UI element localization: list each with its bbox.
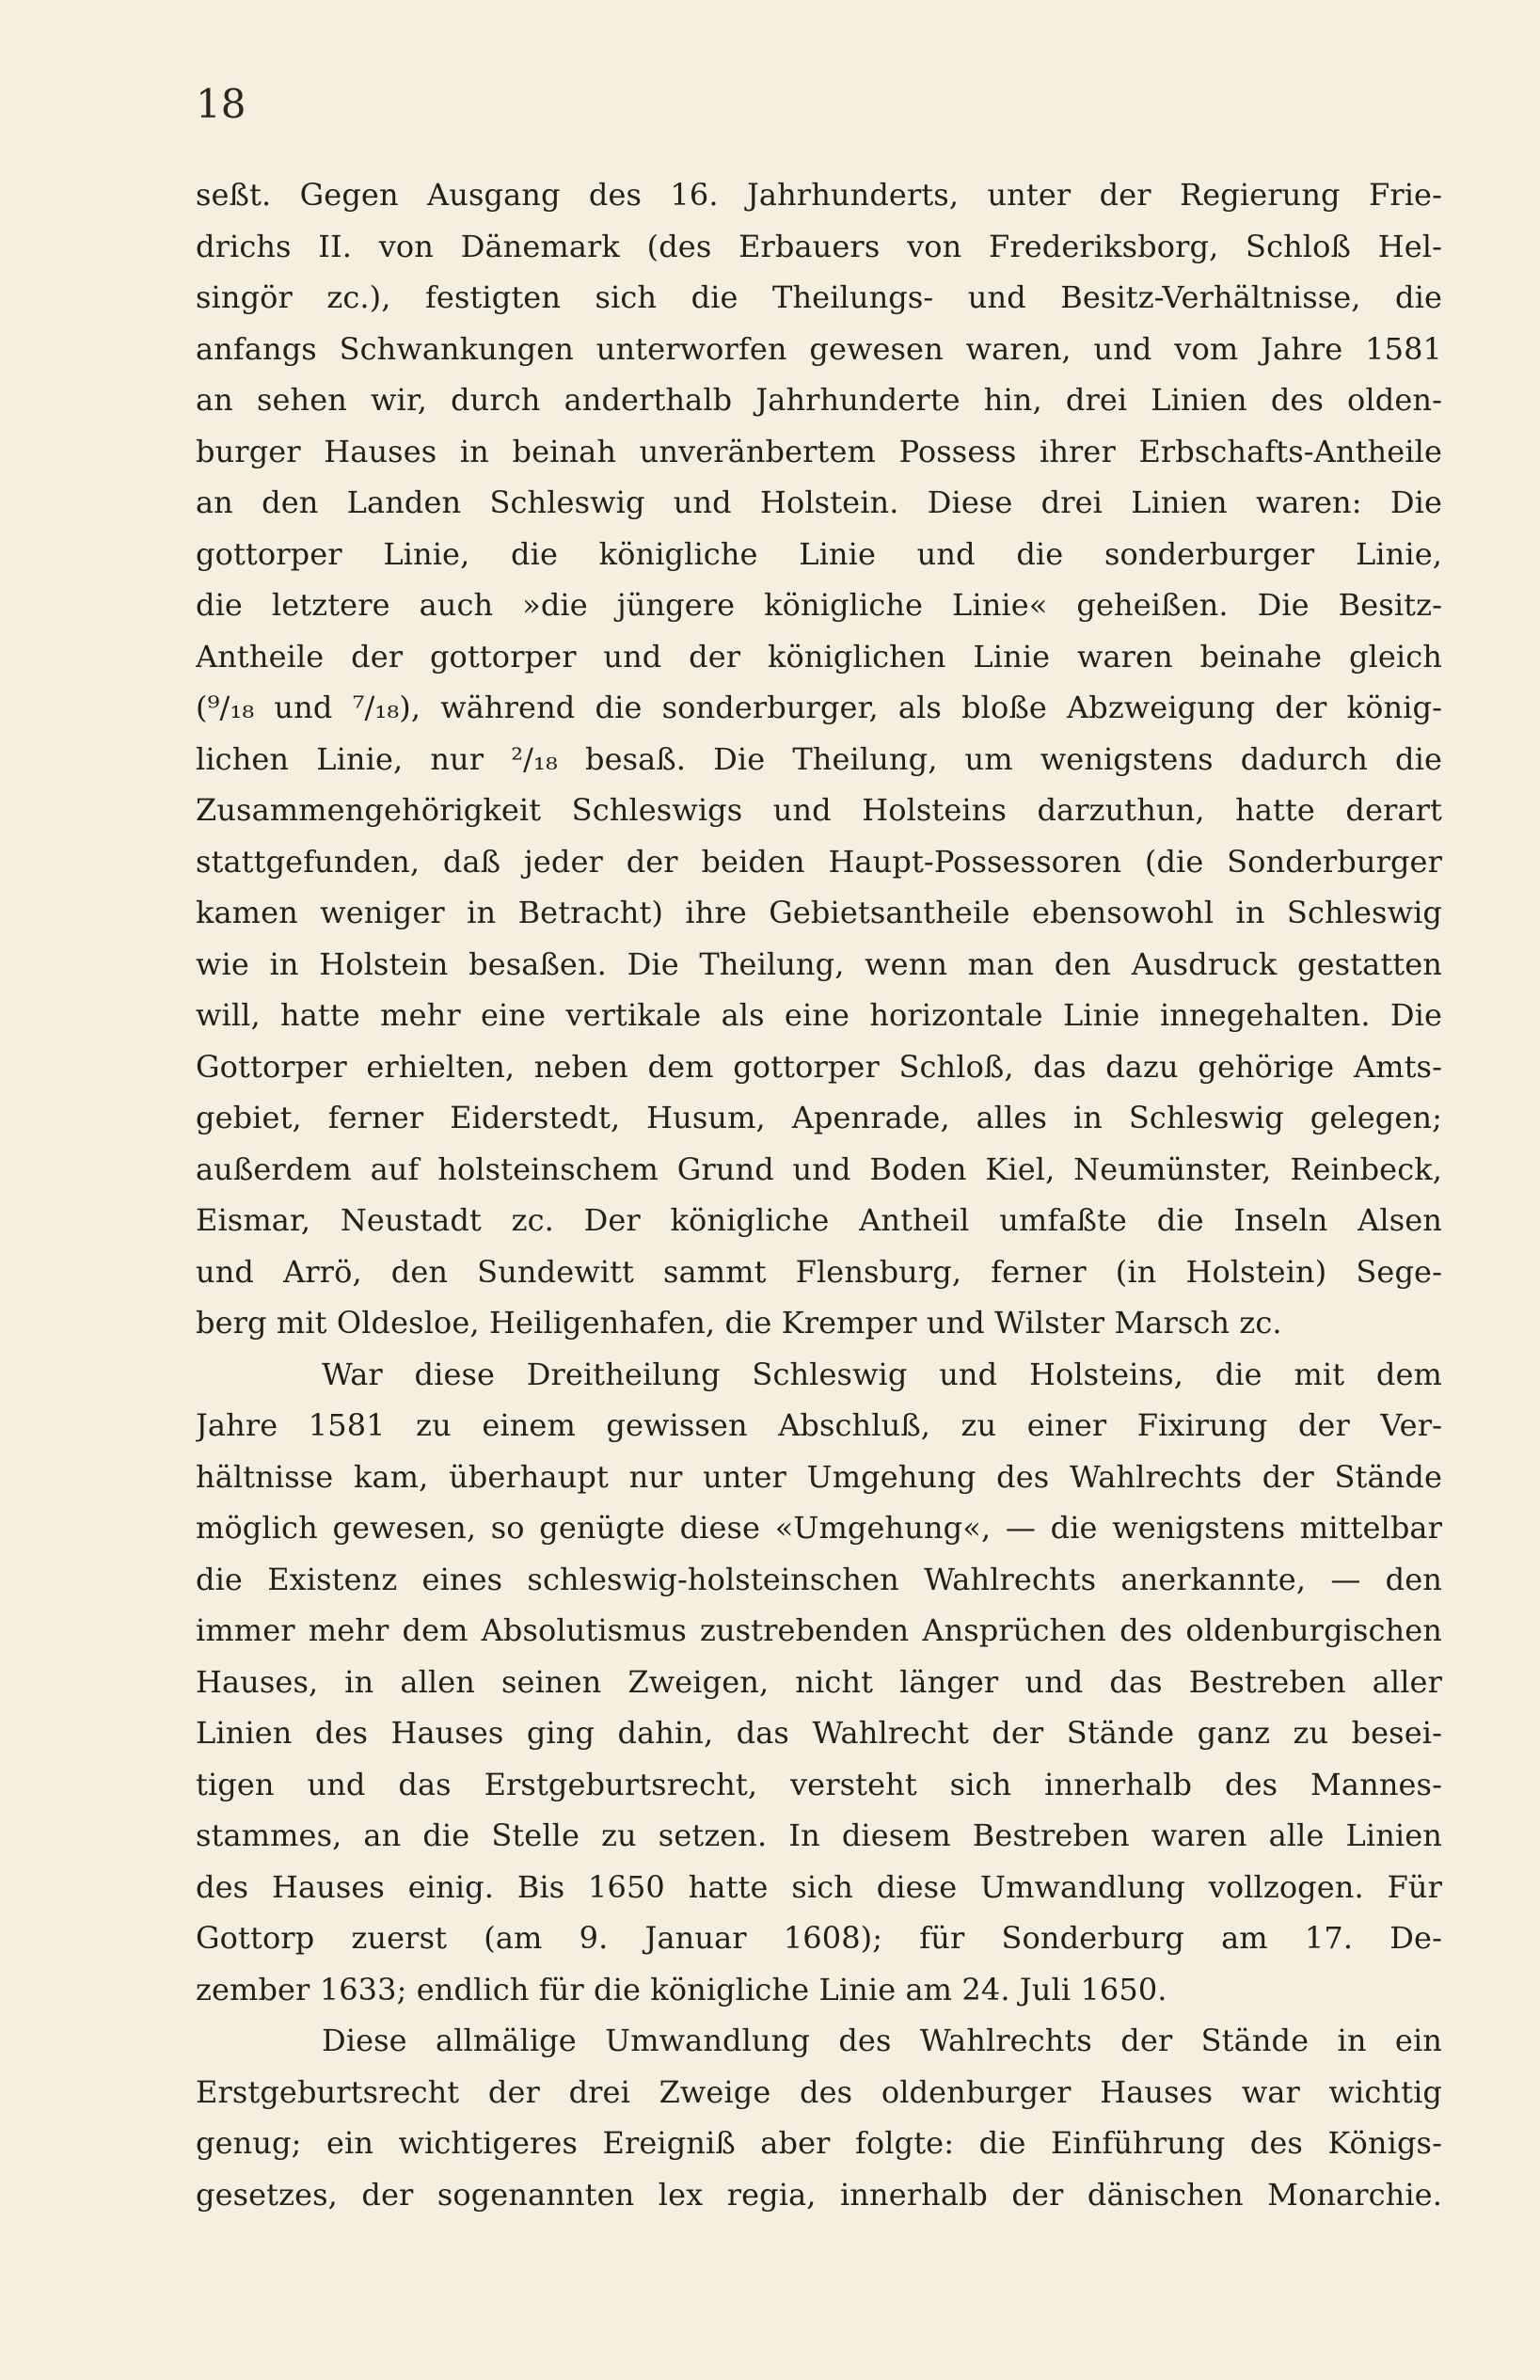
text-line: anfangs Schwankungen unterworfen gewesen waren, und vom Jahre 1581 <box>196 330 1442 367</box>
text-line: (⁹/₁₈ und ⁷/₁₈), während die sonderburger, als bloße Abzweigung der könig- <box>196 690 1442 725</box>
text-line: an sehen wir, durch anderthalb Jahrhunderte hin, drei Linien des olden- <box>196 382 1442 418</box>
text-line: Antheile der gottorper und der königlichen Linie waren beinahe gleich <box>196 638 1442 674</box>
text-line: will, hatte mehr eine vertikale als eine horizontale Linie innegehalten. Die <box>196 997 1442 1033</box>
text-line: Eismar, Neustadt zc. Der königliche Antheil umfaßte die Inseln Alsen <box>196 1202 1442 1238</box>
page-number: 18 <box>196 81 246 127</box>
text-line: Linien des Hauses ging dahin, das Wahlrecht der Stände ganz zu besei- <box>196 1715 1442 1751</box>
text-line: möglich gewesen, so genügte diese «Umgehung«, — die wenigstens mittelbar <box>196 1510 1442 1546</box>
text-line: die letztere auch »die jüngere königliche Linie« geheißen. Die Besitz- <box>196 587 1442 623</box>
text-line: außerdem auf holsteinschem Grund und Boden Kiel, Neumünster, Reinbeck, <box>196 1150 1442 1187</box>
text-line: Zusammengehörigkeit Schleswigs und Holsteins darzuthun, hatte derart <box>196 792 1442 828</box>
text-line: die Existenz eines schleswig-holsteinschen Wahlrechts anerkannte, — den <box>196 1561 1442 1597</box>
text-line: Hauses, in allen seinen Zweigen, nicht länger und das Bestreben aller <box>196 1663 1442 1700</box>
text-line: War diese Dreitheilung Schleswig und Holsteins, die mit dem <box>322 1356 1442 1392</box>
text-line: singör zc.), festigten sich die Theilungs- und Besitz-Verhältnisse, die <box>196 279 1442 315</box>
text-line: lichen Linie, nur ²/₁₈ besaß. Die Theilung, um wenigstens dadurch die <box>196 740 1442 777</box>
text-line: zember 1633; endlich für die königliche Linie am 24. Juli 1650. <box>196 1971 1167 2007</box>
text-line: kamen weniger in Betracht) ihre Gebietsantheile ebensowohl in Schleswig <box>196 895 1442 930</box>
text-line: gesetzes, der sogenannten lex regia, innerhalb der dänischen Monarchie. <box>196 2176 1442 2213</box>
text-line: gebiet, ferner Eiderstedt, Husum, Apenrade, alles in Schleswig gelegen; <box>196 1100 1442 1135</box>
text-line: tigen und das Erstgeburtsrecht, versteht sich innerhalb des Mannes- <box>196 1766 1442 1802</box>
text-line: genug; ein wichtigeres Ereigniß aber folgte: die Einführung des Königs- <box>196 2125 1442 2161</box>
text-line: burger Hauses in beinah unveränbertem Possess ihrer Erbschafts-Antheile <box>196 433 1442 469</box>
text-line: an den Landen Schleswig und Holstein. Diese drei Linien waren: Die <box>196 484 1442 520</box>
text-line: drichs II. von Dänemark (des Erbauers von Frederiksborg, Schloß Hel- <box>196 228 1442 264</box>
text-line: stattgefunden, daß jeder der beiden Haupt-Possessoren (die Sonderburger <box>196 843 1442 880</box>
text-line: Gottorp zuerst (am 9. Januar 1608); für Sonderburg am 17. De- <box>196 1920 1442 1956</box>
text-line: Diese allmälige Umwandlung des Wahlrechts der Stände in ein <box>322 2023 1442 2058</box>
text-line: stammes, an die Stelle zu setzen. In diesem Bestreben waren alle Linien <box>196 1817 1442 1853</box>
text-line: berg mit Oldesloe, Heiligenhafen, die Kremper und Wilster Marsch zc. <box>196 1305 1282 1341</box>
text-line: hältnisse kam, überhaupt nur unter Umgehung des Wahlrechts der Stände <box>196 1458 1442 1495</box>
text-line: wie in Holstein besaßen. Die Theilung, wenn man den Ausdruck gestatten <box>196 945 1442 982</box>
text-line: seßt. Gegen Ausgang des 16. Jahrhunderts, unter der Regierung Frie- <box>196 177 1442 213</box>
text-line: Gottorper erhielten, neben dem gottorper Schloß, das dazu gehörige Amts- <box>196 1048 1442 1085</box>
text-line: gottorper Linie, die königliche Linie und die sonderburger Linie, <box>196 535 1442 572</box>
text-line: des Hauses einig. Bis 1650 hatte sich diese Umwandlung vollzogen. Für <box>196 1868 1442 1905</box>
text-line: immer mehr dem Absolutismus zustrebenden Ansprüchen des oldenburgischen <box>196 1612 1442 1648</box>
text-line: Erstgeburtsrecht der drei Zweige des oldenburger Hauses war wichtig <box>196 2073 1442 2110</box>
text-line: Jahre 1581 zu einem gewissen Abschluß, zu einer Fixirung der Ver- <box>196 1407 1442 1443</box>
text-line: und Arrö, den Sundewitt sammt Flensburg, ferner (in Holstein) Sege- <box>196 1253 1442 1290</box>
body-text <box>196 169 1442 2220</box>
